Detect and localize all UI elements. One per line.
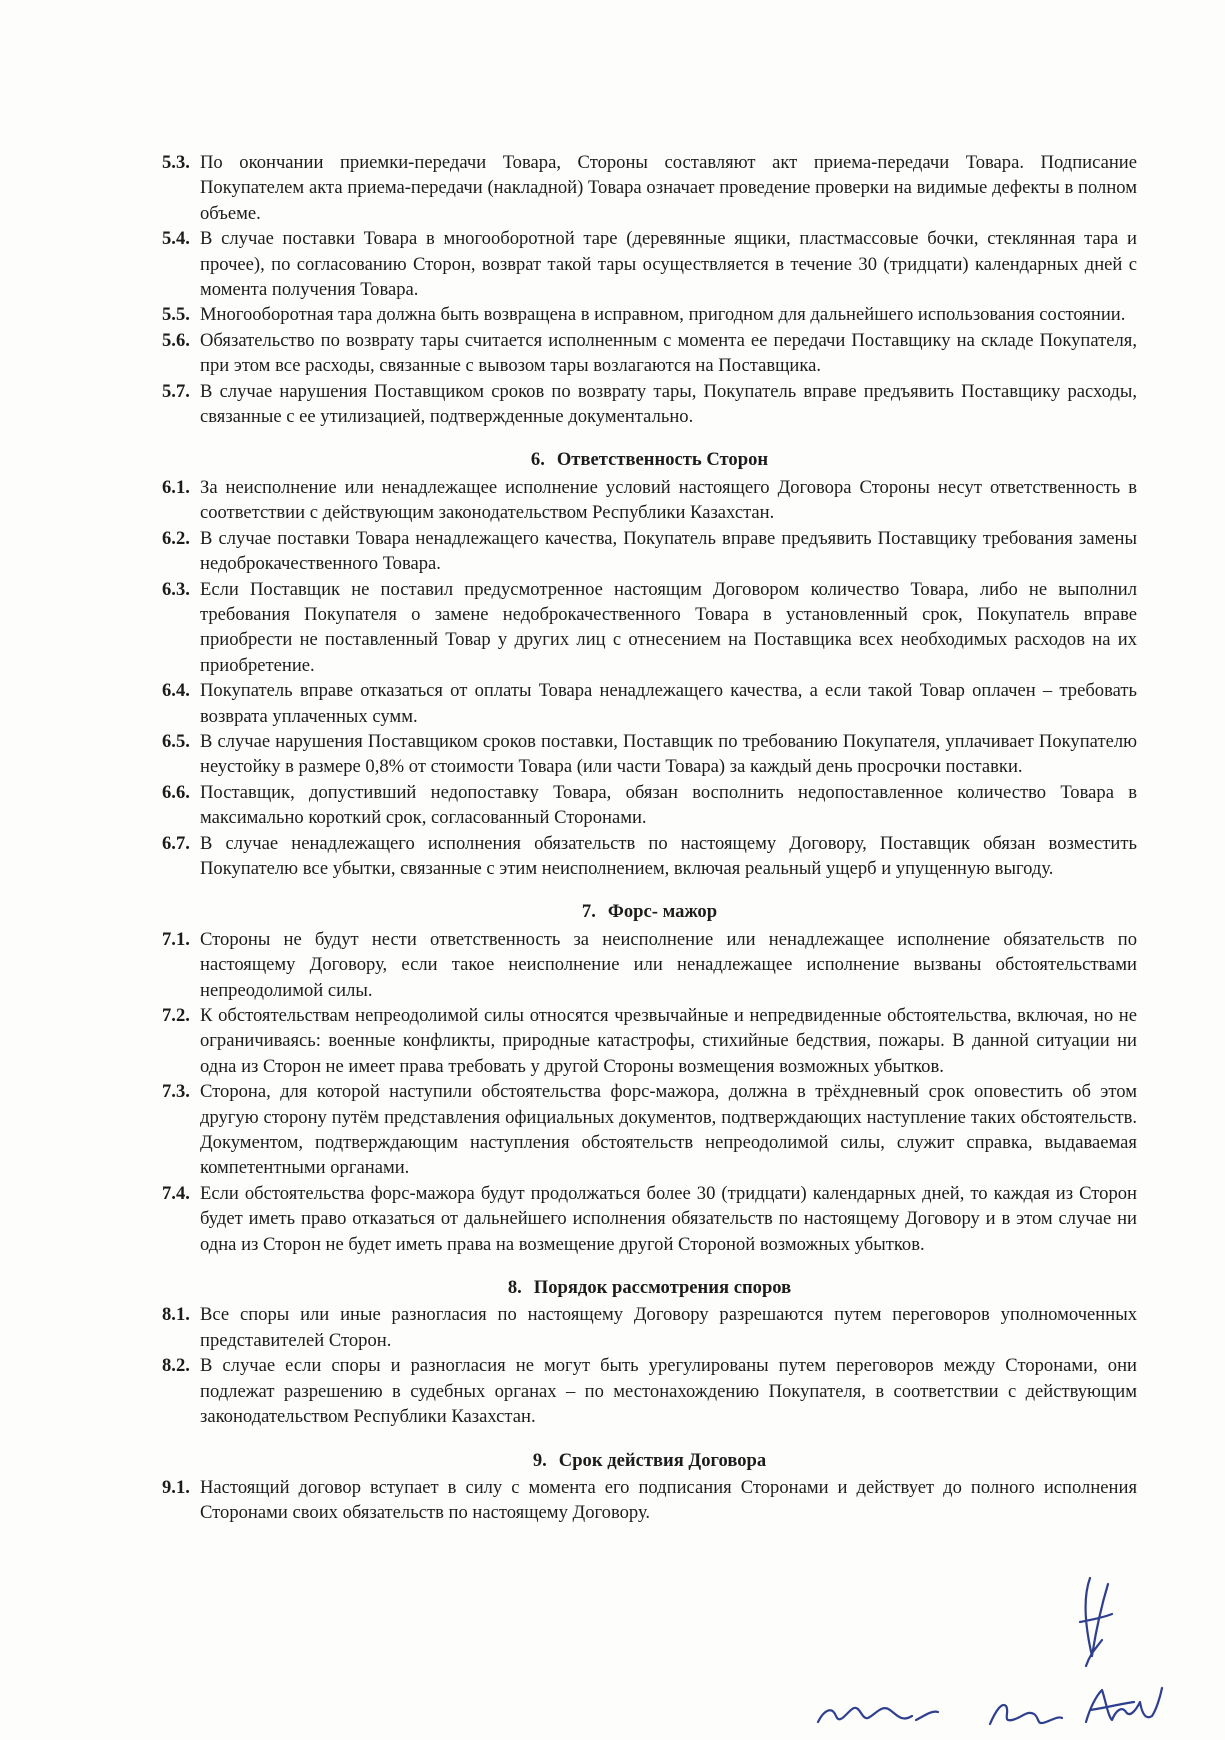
- section-title: Ответственность Сторон: [556, 449, 769, 471]
- clause-number: 6.7.: [162, 832, 190, 854]
- clause-text: За неисполнение или ненадлежащее исполнение условий настоящего Договора Стороны несут ответственность в соответствии с действующим законодательством Республики Казахстан.: [200, 476, 1137, 524]
- section-title: Форс- мажор: [607, 901, 718, 923]
- clause-number: 5.7.: [162, 380, 190, 402]
- section-heading: [162, 447, 1137, 472]
- clause-number: 6.3.: [162, 578, 190, 600]
- clause-number: 6.6.: [162, 781, 190, 803]
- section-number: 8.: [507, 1277, 522, 1299]
- section-8: [162, 1275, 1137, 1429]
- clause: [162, 328, 1137, 379]
- clause-number: 6.2.: [162, 527, 190, 549]
- signature-initial: [1080, 1578, 1112, 1666]
- section-heading: [162, 1448, 1137, 1473]
- clause-number: 5.3.: [162, 152, 190, 173]
- clause-number: 5.4.: [162, 228, 190, 250]
- signature-1-tail: [916, 1712, 938, 1720]
- clause: [162, 526, 1137, 577]
- clause-number: 5.5.: [162, 304, 190, 326]
- section-number: 9.: [532, 1449, 547, 1471]
- section-7: [162, 899, 1137, 1257]
- section-number: 6.: [530, 449, 545, 471]
- section-heading: [162, 899, 1137, 924]
- clause-text: Покупатель вправе отказаться от оплаты Товара ненадлежащего качества, а если такой Товар оплачен – требовать возврата уплаченных сумм.: [200, 680, 1137, 727]
- clause-number: 6.1.: [162, 476, 190, 498]
- clause-text: В случае поставки Товара в многооборотной таре (деревянные ящики, пластмассовые бочки, стеклянная тара и прочее), по согласованию Сторон, возврат такой тары осуществляется в течение 30 (тридцати) календарных дней с момента получения Товара.: [200, 228, 1137, 301]
- clause: [162, 150, 1137, 226]
- clause: [162, 1353, 1137, 1429]
- clause-text: Если обстоятельства форс-мажора будут продолжаться более 30 (тридцати) календарных дней, то каждая из Сторон будет иметь право отказаться от дальнейшего исполнения обязательств по настоящему Договору и в этом случае ни одна из Сторон не будет иметь права на возмещение другой Стороной возможных убытков.: [200, 1182, 1137, 1255]
- clause-text: Настоящий договор вступает в силу с момента его подписания Сторонами и действует до полного исполнения Сторонами своих обязательств по настоящему Договору.: [200, 1476, 1137, 1524]
- clause-text: Если Поставщик не поставил предусмотренное настоящим Договором количество Товара, либо не выполнил требования Покупателя о замене недоброкачественного Товара в установленный срок, Покупатель вправе приобрести не поставленный Товар у других лиц с отнесением на Поставщика всех необходимых расходов на их приобретение.: [200, 578, 1137, 676]
- clause-text: К обстоятельствам непреодолимой силы относятся чрезвычайные и непредвиденные обстоятельства, включая, но не ограничиваясь: военные конфликты, природные катастрофы, стихийные бедствия, пожары. В данной ситуации ни одна из Сторон не имеет права требовать у другой Стороны возмещения возможных убытков.: [200, 1005, 1137, 1077]
- clause-text: Сторона, для которой наступили обстоятельства форс-мажора, должна в трёхдневный срок оповестить об этом другую сторону путём представления официальных документов, подтверждающих наступление таких обстоятельств. Документом, подтверждающим наступления обстоятельств непреодолимой силы, служит справка, выдаваемая компетентными органами.: [200, 1081, 1137, 1179]
- clause: [162, 1003, 1137, 1079]
- clause: [162, 831, 1137, 882]
- clause-number: 7.2.: [162, 1005, 190, 1026]
- clause: [162, 729, 1137, 780]
- clause-number: 5.6.: [162, 329, 190, 351]
- clause: [162, 780, 1137, 831]
- clause-text: В случае нарушения Поставщиком сроков по возврату тары, Покупатель вправе предъявить Поставщику расходы, связанные с ее утилизацией, подтвержденные документально.: [200, 380, 1137, 428]
- clause: [162, 226, 1137, 302]
- clause-number: 6.4.: [162, 680, 190, 702]
- signatures: [790, 1570, 1180, 1730]
- signature-3: [1086, 1688, 1162, 1722]
- clause-number: 7.4.: [162, 1182, 190, 1204]
- clause-text: В случае поставки Товара ненадлежащего качества, Покупатель вправе предъявить Поставщику требования замены недоброкачественного Товара.: [200, 527, 1137, 575]
- clause: [162, 1302, 1137, 1353]
- clause-number: 8.2.: [162, 1355, 190, 1377]
- signature-1: [818, 1708, 912, 1722]
- clause-number: 7.3.: [162, 1081, 190, 1103]
- clause: [162, 302, 1137, 327]
- clause-text: В случае нарушения Поставщиком сроков поставки, Поставщик по требованию Покупателя, уплачивает Покупателю неустойку в размере 0,8% от стоимости Товара (или части Товара) за каждый день просрочки поставки.: [200, 730, 1137, 778]
- clause-number: 8.1.: [162, 1304, 190, 1326]
- clause: [162, 1475, 1137, 1526]
- signature-2: [990, 1705, 1062, 1724]
- section-number: 7.: [581, 901, 596, 923]
- clause-text: Многооборотная тара должна быть возвращена в исправном, пригодном для дальнейшего использования состоянии.: [200, 304, 1126, 326]
- clause: [162, 927, 1137, 1003]
- section-heading: [162, 1275, 1137, 1300]
- clause-text: По окончании приемки-передачи Товара, Стороны составляют акт приема-передачи Товара. Подписание Покупателем акта приема-передачи (накладной) Товара означает проведение проверки на видимые дефекты в полном объеме.: [200, 152, 1137, 224]
- clause-number: 6.5.: [162, 730, 190, 752]
- section-9: [162, 1448, 1137, 1526]
- clause: [162, 1181, 1137, 1257]
- clause: [162, 379, 1137, 430]
- clause-number: 7.1.: [162, 928, 190, 950]
- document-body: [162, 150, 1137, 1526]
- clause-text: Обязательство по возврату тары считается исполненным с момента ее передачи Поставщику на складе Покупателя, при этом все расходы, связанные с вывозом тары возлагаются на Поставщика.: [200, 329, 1137, 377]
- section-title: Срок действия Договора: [558, 1449, 767, 1471]
- section-6: [162, 447, 1137, 881]
- section-title: Порядок рассмотрения споров: [533, 1277, 792, 1299]
- clause: [162, 678, 1137, 729]
- clause-text: Поставщик, допустивший недопоставку Товара, обязан восполнить недопоставленное количество Товара в максимально короткий срок, согласованный Сторонами.: [200, 781, 1137, 829]
- clause-number: 9.1.: [162, 1476, 190, 1498]
- clause-text: Стороны не будут нести ответственность за неисполнение или ненадлежащее исполнение обязательств по настоящему Договору, если такое неисполнение или ненадлежащее исполнение вызваны обстоятельствами непреодолимой силы.: [200, 928, 1137, 1001]
- clause-text: В случае если споры и разногласия не могут быть урегулированы путем переговоров между Сторонами, они подлежат разрешению в судебных органах – по местонахождению Покупателя, в соответствии с действующим законодательством Республики Казахстан.: [200, 1355, 1137, 1428]
- clause: [162, 577, 1137, 679]
- clause: [162, 1079, 1137, 1181]
- clause-text: В случае ненадлежащего исполнения обязательств по настоящему Договору, Поставщик обязан возместить Покупателю все убытки, связанные с этим неисполнением, включая реальный ущерб и упущенную выгоду.: [200, 832, 1137, 879]
- clause: [162, 475, 1137, 526]
- section-5: [162, 150, 1137, 429]
- clause-text: Все споры или иные разногласия по настоящему Договору разрешаются путем переговоров уполномоченных представителей Сторон.: [200, 1304, 1137, 1351]
